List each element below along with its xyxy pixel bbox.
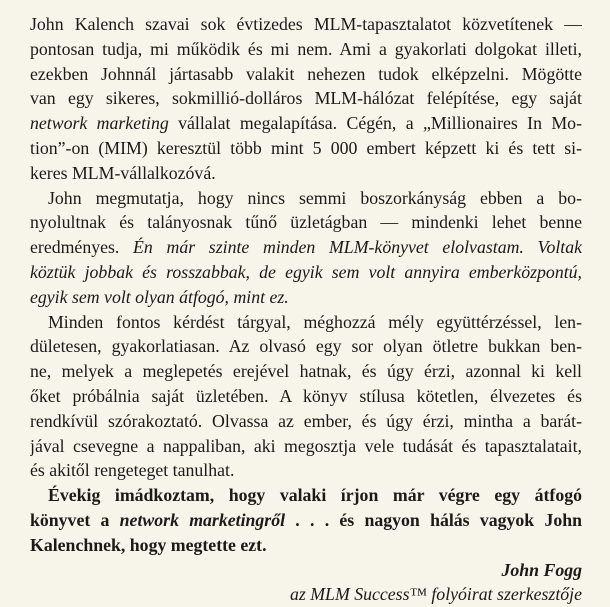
- text-segment: könyvet a: [30, 509, 120, 530]
- text-line: van egy sikeres, sokmillió-dolláros MLM-hálózat felépítése, egy saját: [30, 88, 582, 109]
- text-line: tion”-on (MIM) keresztül több mint 5 000 embert képzett ki és tett si-: [30, 137, 582, 158]
- paragraph-2: [30, 186, 582, 310]
- text-line: ne, melyek a meglepetés erejével hatnak, és úgy érzi, azonnal ki kell: [30, 361, 582, 382]
- italic-quote: Én már szinte minden MLM-könyvet elolvastam. Voltak: [133, 237, 582, 258]
- text-line: John megmutatja, hogy nincs semmi boszorkányság ebben a bo-: [48, 187, 582, 208]
- signature-name: John Fogg: [501, 559, 582, 580]
- text-line: jával csevegne a nappaliban, aki megosztja vele tudását és tapasztalatait,: [30, 435, 582, 456]
- text-line: dületesen, gyakorlatiasan. Az olvasó egy sor olyan ötletre bukkan ben-: [30, 336, 582, 357]
- text-line: Kalenchnek, hogy megtette ezt.: [30, 534, 267, 555]
- text-line: rendkívül szórakoztató. Olvassa az ember, és úgy érzi, mintha a barát-: [30, 410, 582, 431]
- italic-term: network marketingről: [119, 509, 286, 530]
- paragraph-1: [30, 12, 582, 186]
- text-line: és akitől rengeteget tanulhat.: [30, 460, 235, 481]
- endorsement-text: [30, 12, 582, 607]
- text-line: [30, 235, 582, 260]
- text-line: John Kalench szavai sok évtizedes MLM-tapasztalatot közvetítenek —: [30, 14, 582, 34]
- text-segment: . . . és nagyon hálás vagyok John: [285, 509, 582, 530]
- italic-term: network marketing: [30, 113, 169, 134]
- italic-quote-line: egyik sem volt olyan átfogó, mint ez.: [30, 286, 289, 307]
- text-segment: vállalat megalapítása. Cégén, a „Millionaires In Mo-: [168, 113, 582, 134]
- paragraph-3: [30, 310, 582, 484]
- text-line: [30, 111, 582, 136]
- text-line: [30, 508, 582, 533]
- text-segment: eredményes.: [30, 237, 134, 258]
- text-line: Minden fontos kérdést tárgyal, méghozzá mély együttérzéssel, len-: [48, 311, 582, 332]
- text-line: ezekben Johnnál jártasabb valakit nehezen tudok elképzelni. Mögötte: [30, 63, 582, 84]
- text-line: keres MLM-vállalkozóvá.: [30, 162, 216, 183]
- italic-quote-line: köztük jobbak és rosszabbak, de egyik sem volt annyira emberközpontú,: [30, 261, 582, 282]
- signature-title: az MLM Success™ folyóirat szerkesztője: [289, 584, 582, 605]
- text-line: nyolultnak és talányosnak tűnő üzletágban — mindenki lehet benne: [30, 212, 582, 233]
- text-line: őket próbálnia saját üzletében. A könyv stílusa kötetlen, élvezetes és: [30, 385, 582, 406]
- text-line: Évekig imádkoztam, hogy valaki írjon már végre egy átfogó: [48, 485, 582, 506]
- paragraph-4-bold: [30, 483, 582, 557]
- text-line: pontosan tudja, mi működik és mi nem. Ami a gyakorlati dolgokat illeti,: [30, 38, 582, 59]
